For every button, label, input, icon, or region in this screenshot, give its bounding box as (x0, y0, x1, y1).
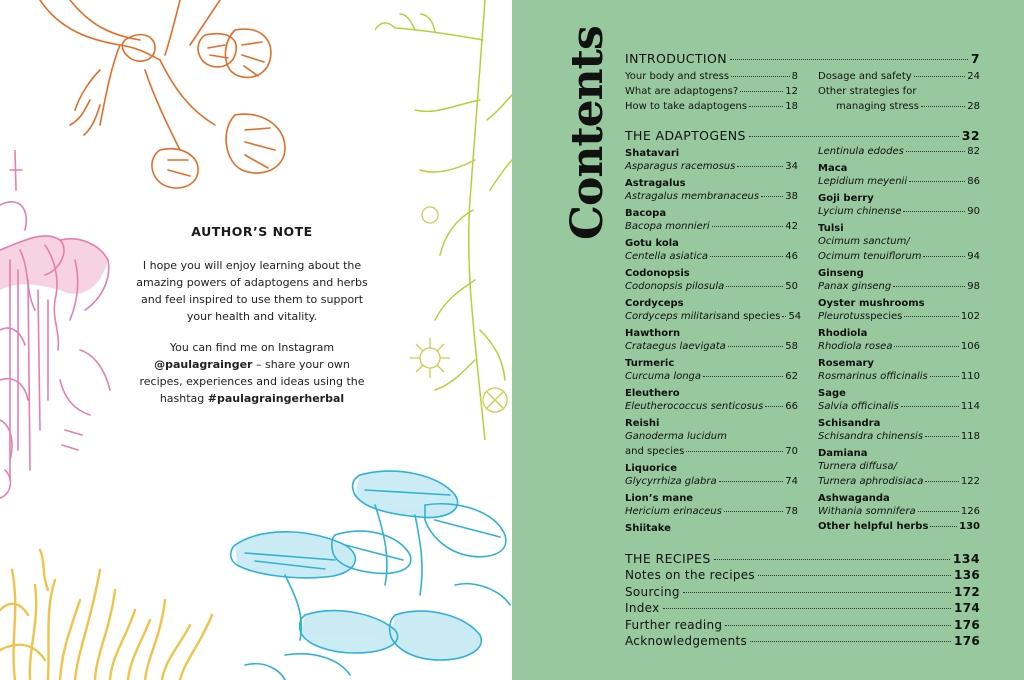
entry-label: Notes on the recipes (625, 568, 755, 582)
herb-entry[interactable] (818, 146, 980, 161)
herb-latin: Glycyrrhiza glabra (625, 476, 717, 487)
dot-leader (724, 511, 783, 512)
herb-latin: Ganoderma lucidum (625, 431, 727, 442)
intro-right-column (818, 71, 980, 116)
herb-name: Codonopsis (625, 268, 690, 279)
herb-page: 62 (785, 371, 798, 382)
herb-page: 122 (960, 476, 980, 487)
dot-leader (925, 436, 959, 437)
herb-page: 102 (960, 311, 980, 322)
herb-name: Ginseng (818, 268, 864, 279)
herb-latin-continued: Ocimum tenuiflorum (818, 251, 922, 262)
dot-leader (904, 316, 959, 317)
dot-leader (725, 625, 951, 626)
dot-leader (663, 608, 952, 609)
dot-leader (782, 316, 786, 317)
contents-title: Contents (562, 26, 613, 240)
section-page: 134 (952, 551, 980, 566)
section-title: THE RECIPES (625, 551, 711, 566)
recipes-list (625, 568, 980, 651)
entry-label: Index (625, 601, 660, 616)
herb-latin-line (625, 371, 798, 386)
herb-latin-line (818, 476, 980, 491)
herb-entry[interactable] (818, 446, 980, 491)
herb-entry[interactable] (625, 326, 798, 356)
herb-page: 86 (967, 176, 980, 187)
toc-entry[interactable] (818, 101, 980, 116)
right-page (512, 0, 1024, 680)
herb-latin: Curcuma longa (625, 371, 702, 382)
author-note-instagram (132, 339, 372, 407)
entry-label: managing stress (836, 101, 919, 112)
herb-page: 118 (960, 431, 980, 442)
recipes-entry[interactable] (625, 585, 980, 602)
herb-latin-line (818, 341, 980, 356)
section-page: 7 (970, 51, 980, 66)
section-title: INTRODUCTION (625, 51, 728, 66)
herb-page: 58 (785, 341, 798, 352)
herb-latin: Withania somnifera (818, 506, 916, 517)
dot-leader (712, 226, 784, 227)
dot-leader (726, 286, 783, 287)
toc-entry[interactable] (625, 86, 798, 101)
recipes-entry[interactable] (625, 634, 980, 651)
entry-label: Other strategies for (818, 86, 917, 97)
herb-latin-line (625, 401, 798, 416)
herb-page: 74 (785, 476, 798, 487)
dot-leader (894, 346, 958, 347)
instagram-middle: – share your own recipes, experiences and ideas using the hashtag (139, 358, 365, 405)
dot-leader (749, 106, 783, 107)
herb-latin-line (625, 476, 798, 491)
dot-leader (758, 575, 951, 576)
herb-entry[interactable] (625, 416, 798, 461)
herb-name: Tulsi (818, 223, 844, 234)
herb-latin: Eleutherococcus senticosus (625, 401, 764, 412)
dot-leader (923, 256, 965, 257)
entry-label: Dosage and safety (818, 71, 912, 82)
herb-entry[interactable] (625, 146, 798, 176)
herb-name: Shiitake (625, 523, 671, 534)
dot-leader (930, 526, 957, 527)
dot-leader (730, 59, 968, 60)
toc-section-introduction[interactable] (625, 51, 980, 66)
intro-left-column (625, 71, 798, 116)
herb-entry[interactable] (625, 356, 798, 386)
herb-latin-line (818, 461, 980, 476)
instagram-intro: You can find me on Instagram (169, 341, 335, 354)
herb-entry[interactable] (625, 521, 798, 536)
entry-page: 24 (967, 71, 980, 82)
herb-name: Eleuthero (625, 388, 680, 399)
herb-latin: Asparagus racemosus (625, 161, 736, 172)
dot-leader (683, 592, 951, 593)
herb-latin-line (818, 251, 980, 266)
herb-page: 50 (785, 281, 798, 292)
herb-latin: Bacopa monnieri (625, 221, 710, 232)
herb-page: 66 (785, 401, 798, 412)
herb-latin-line (625, 431, 798, 446)
herb-latin: Codonopsis pilosula (625, 281, 725, 292)
herb-latin-line (625, 221, 798, 236)
herb-latin: Crataegus laevigata (625, 341, 726, 352)
herb-entry[interactable] (625, 206, 798, 236)
herb-latin: Astragalus membranaceus (625, 191, 760, 202)
herb-page: 114 (960, 401, 980, 412)
herb-latin-line (818, 431, 980, 446)
herb-name-line (818, 521, 980, 536)
herb-name: Goji berry (818, 193, 874, 204)
herb-latin-line (818, 506, 980, 521)
herb-entry[interactable] (818, 326, 980, 356)
herb-entry[interactable] (625, 461, 798, 491)
herb-latin-line (818, 206, 980, 221)
dot-leader (719, 481, 784, 482)
herb-page: 82 (967, 146, 980, 157)
herb-name: Shatavari (625, 148, 680, 159)
dot-leader (765, 406, 783, 407)
herb-name: Damiana (818, 448, 868, 459)
herb-latin-line (818, 176, 980, 191)
herb-page: 34 (785, 161, 798, 172)
toc-entry[interactable] (625, 71, 798, 86)
author-note-heading: AUTHOR’S NOTE (191, 224, 313, 239)
herb-entry[interactable] (818, 386, 980, 416)
herb-latin-line (625, 251, 798, 266)
herb-latin: Cordyceps militaris (625, 311, 722, 322)
herb-latin: Rhodiola rosea (818, 341, 893, 352)
section-title: THE ADAPTOGENS (625, 128, 746, 143)
herb-name: Other helpful herbs (818, 521, 929, 532)
herb-entry[interactable] (625, 386, 798, 416)
herb-entry[interactable] (818, 161, 980, 191)
dot-leader (750, 641, 951, 642)
herb-name: Liquorice (625, 463, 678, 474)
herb-name: Ashwaganda (818, 493, 890, 504)
entry-label: Sourcing (625, 584, 680, 599)
herb-name: Reishi (625, 418, 660, 429)
herb-latin: Turnera diffusa/ (818, 461, 897, 472)
herb-latin: Hericium erinaceus (625, 506, 722, 517)
recipes-entry[interactable] (625, 618, 980, 635)
recipes-entry[interactable] (625, 568, 980, 585)
herb-entry[interactable] (818, 491, 980, 521)
herb-entry[interactable] (818, 221, 980, 266)
toc-section-recipes[interactable] (625, 551, 980, 566)
herb-page: 70 (785, 446, 798, 457)
herb-entry[interactable] (625, 491, 798, 521)
dot-leader (921, 106, 965, 107)
herb-page: 90 (967, 206, 980, 217)
herb-latin: Lentinula edodes (818, 146, 904, 157)
entry-page: 174 (954, 601, 980, 616)
herb-entry[interactable] (625, 296, 802, 326)
blue-mushroom-illustration (225, 465, 512, 680)
herb-latin-line (818, 236, 980, 251)
table-of-contents (625, 0, 981, 680)
herb-latin-suffix: and species (721, 311, 781, 322)
dot-leader (731, 76, 790, 77)
dot-leader (714, 559, 950, 560)
entry-page: 176 (954, 617, 980, 632)
herb-latin-line (818, 311, 980, 326)
herb-page: 42 (785, 221, 798, 232)
entry-page: 18 (785, 101, 798, 112)
dot-leader (737, 166, 783, 167)
entry-page: 176 (954, 634, 980, 649)
herb-page: 98 (967, 281, 980, 292)
toc-entry[interactable] (625, 101, 798, 116)
dot-leader (906, 151, 965, 152)
recipes-entry[interactable] (625, 601, 980, 618)
toc-section-adaptogens[interactable] (625, 128, 980, 143)
herb-entry[interactable] (818, 356, 980, 386)
herb-latin: Centella asiatica (625, 251, 708, 262)
entry-label: Your body and stress (625, 71, 730, 82)
adaptogens-right-column (818, 146, 980, 536)
herb-name: Schisandra (818, 418, 881, 429)
herb-latin: Ocimum sanctum/ (818, 236, 910, 247)
herb-page: 54 (788, 311, 802, 322)
dot-leader (710, 256, 783, 257)
herb-name: Cordyceps (625, 298, 684, 309)
entry-label: Further reading (625, 617, 723, 632)
herb-entry[interactable] (625, 176, 798, 206)
herb-latin-line (625, 281, 798, 296)
entry-page: 8 (791, 71, 798, 82)
entry-page: 12 (785, 86, 798, 97)
herb-page: 78 (785, 506, 798, 517)
dot-leader (761, 196, 783, 197)
dot-leader (728, 346, 783, 347)
dot-leader (918, 511, 959, 512)
herb-latin-continued: Turnera aphrodisiaca (818, 476, 924, 487)
instagram-hashtag: #paulagraingerherbal (207, 392, 345, 405)
entry-label: Acknowledgements (625, 634, 748, 649)
herb-page: 38 (785, 191, 798, 202)
herb-latin-line (818, 401, 980, 416)
herb-page: 94 (967, 251, 980, 262)
entry-page: 172 (954, 584, 980, 599)
dot-leader (901, 406, 959, 407)
herb-latin: Panax ginseng (818, 281, 892, 292)
herb-latin-line (625, 506, 798, 521)
herb-latin: Salvia officinalis (818, 401, 899, 412)
toc-entry[interactable] (818, 71, 980, 86)
entry-label: What are adaptogens? (625, 86, 739, 97)
herb-name: Lion’s mane (625, 493, 694, 504)
herb-page: 106 (960, 341, 980, 352)
herb-latin: Schisandra chinensis (818, 431, 924, 442)
herb-entry[interactable] (818, 266, 980, 296)
herb-name: Turmeric (625, 358, 675, 369)
entry-page: 28 (967, 101, 980, 112)
herb-entry[interactable] (818, 191, 980, 221)
herb-latin: Lycium chinense (818, 206, 902, 217)
dot-leader (740, 91, 783, 92)
yellow-cordyceps-illustration (0, 530, 230, 680)
herb-name: Hawthorn (625, 328, 681, 339)
herb-name: Oyster mushrooms (818, 298, 925, 309)
herb-latin: Pleurotus (818, 311, 865, 322)
herb-latin-line (625, 161, 798, 176)
instagram-handle: @paulagrainger (154, 358, 253, 371)
adaptogens-left-column (625, 146, 802, 536)
herb-page: 126 (960, 506, 980, 517)
herb-entry[interactable] (818, 296, 980, 326)
herb-latin-line (625, 311, 802, 326)
herb-page: 110 (960, 371, 980, 382)
herb-latin-line (818, 371, 980, 386)
dot-leader (893, 286, 965, 287)
dot-leader (925, 481, 959, 482)
section-page: 32 (961, 128, 980, 143)
herb-entry[interactable] (818, 521, 980, 536)
herb-page: 130 (959, 521, 980, 532)
herb-name: Rhodiola (818, 328, 868, 339)
author-note (132, 224, 372, 407)
herb-latin-line (625, 446, 798, 461)
herb-name: Gotu kola (625, 238, 679, 249)
toc-entry (818, 86, 980, 101)
herb-name: Astragalus (625, 178, 686, 189)
herb-latin: Lepidium meyenii (818, 176, 908, 187)
herb-latin-line (818, 146, 980, 161)
dot-leader (703, 376, 783, 377)
entry-label: How to take adaptogens (625, 101, 748, 112)
herb-latin-line (625, 341, 798, 356)
dot-leader (686, 451, 783, 452)
pink-fungus-illustration (0, 150, 130, 500)
dot-leader (909, 181, 965, 182)
herb-latin-continued: and species (625, 446, 685, 457)
herb-name: Sage (818, 388, 846, 399)
herb-page: 46 (785, 251, 798, 262)
dot-leader (903, 211, 965, 212)
herb-entry[interactable] (818, 416, 980, 446)
green-herb-illustration (375, 0, 512, 440)
author-note-paragraph: I hope you will enjoy learning about the amazing powers of adaptogens and herbs and feel inspired to use them to support your health and vitality. (136, 259, 368, 323)
herb-latin-line (818, 281, 980, 296)
herb-latin: Rosmarinus officinalis (818, 371, 928, 382)
entry-page: 136 (954, 568, 980, 582)
herb-latin-line (625, 191, 798, 206)
herb-name: Maca (818, 163, 848, 174)
herb-name: Bacopa (625, 208, 667, 219)
dot-leader (914, 76, 966, 77)
herb-entry[interactable] (625, 236, 798, 266)
dot-leader (930, 376, 959, 377)
herb-entry[interactable] (625, 266, 798, 296)
dot-leader (749, 136, 959, 137)
herb-name: Rosemary (818, 358, 874, 369)
herb-latin-suffix: species (865, 311, 903, 322)
